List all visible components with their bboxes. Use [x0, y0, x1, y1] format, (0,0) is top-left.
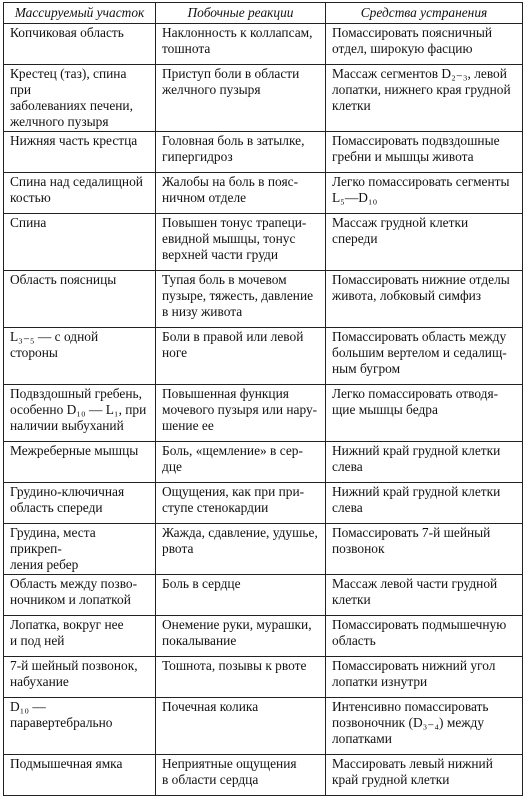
cell-side-reaction: Боли в правой или левой ноге	[156, 328, 326, 385]
table-row	[4, 755, 523, 796]
cell-massaged-area: Спина над седалищной костью	[4, 173, 156, 214]
cell-remedy: Помассировать нижний угол лопатки изнутри	[326, 657, 523, 698]
table-row	[4, 442, 523, 483]
cell-remedy: Нижний край грудной клетки слева	[326, 483, 523, 524]
cell-remedy: Помассировать поясничный отдел, широкую фасцию	[326, 24, 523, 65]
table-row	[4, 132, 523, 173]
cell-side-reaction: Жажда, сдавление, удушье, рвота	[156, 524, 326, 575]
cell-massaged-area: Спина	[4, 214, 156, 271]
cell-side-reaction: Почечная колика	[156, 698, 326, 755]
cell-massaged-area: Область поясницы	[4, 271, 156, 328]
cell-side-reaction: Ощущения, как при при- ступе стенокардии	[156, 483, 326, 524]
cell-massaged-area: L₃₋₅ — с одной стороны	[4, 328, 156, 385]
cell-massaged-area: Подвздошный гребень, особенно D₁₀ — L₁, при наличии выбуханий	[4, 385, 156, 442]
table-row	[4, 65, 523, 132]
cell-remedy: Легко помассировать отводя- щие мышцы бедра	[326, 385, 523, 442]
cell-remedy: Помассировать 7-й шейный позвонок	[326, 524, 523, 575]
cell-side-reaction: Онемение руки, мурашки, покалывание	[156, 616, 326, 657]
table-row	[4, 271, 523, 328]
header-massaged-area: Массируемый участок	[4, 3, 156, 24]
cell-remedy: Массировать левый нижний край грудной клетки	[326, 755, 523, 796]
cell-remedy: Помассировать нижние отделы живота, лобковый симфиз	[326, 271, 523, 328]
cell-side-reaction: Боль в сердце	[156, 575, 326, 616]
cell-side-reaction: Неприятные ощущения в области сердца	[156, 755, 326, 796]
table-row	[4, 657, 523, 698]
cell-massaged-area: Нижняя часть крестца	[4, 132, 156, 173]
cell-massaged-area: 7-й шейный позвонок, набухание	[4, 657, 156, 698]
cell-side-reaction: Головная боль в затылке, гипергидроз	[156, 132, 326, 173]
side-effects-table	[3, 2, 523, 796]
cell-side-reaction: Тупая боль в мочевом пузыре, тяжесть, давление в низу живота	[156, 271, 326, 328]
cell-massaged-area: Грудино-ключичная область спереди	[4, 483, 156, 524]
table-row	[4, 214, 523, 271]
table-row	[4, 173, 523, 214]
cell-side-reaction: Повышенная функция мочевого пузыря или нару- шение ее	[156, 385, 326, 442]
cell-massaged-area: Межреберные мышцы	[4, 442, 156, 483]
table-row	[4, 483, 523, 524]
cell-remedy: Массаж левой части грудной клетки	[326, 575, 523, 616]
cell-side-reaction: Наклонность к коллапсам, тошнота	[156, 24, 326, 65]
cell-remedy: Помассировать подвздошные гребни и мышцы живота	[326, 132, 523, 173]
table-row	[4, 328, 523, 385]
header-side-reactions: Побочные реакции	[156, 3, 326, 24]
cell-side-reaction: Жалобы на боль в пояс- ничном отделе	[156, 173, 326, 214]
table-row	[4, 385, 523, 442]
table-row	[4, 616, 523, 657]
cell-side-reaction: Повышен тонус трапеци- евидной мышцы, тонус верхней части груди	[156, 214, 326, 271]
table-row	[4, 575, 523, 616]
cell-remedy: Интенсивно помассировать позвоночник (D₃₋₄) между лопатками	[326, 698, 523, 755]
cell-remedy: Помассировать подмышечную область	[326, 616, 523, 657]
cell-massaged-area: Крестец (таз), спина при заболеваниях печени, желчного пузыря	[4, 65, 156, 132]
table-row	[4, 24, 523, 65]
cell-massaged-area: Область между позво- ночником и лопаткой	[4, 575, 156, 616]
cell-massaged-area: Лопатка, вокруг нее и под ней	[4, 616, 156, 657]
cell-massaged-area: Подмышечная ямка	[4, 755, 156, 796]
cell-massaged-area: D₁₀ — паравертебрально	[4, 698, 156, 755]
table-row	[4, 524, 523, 575]
table-header-row	[4, 3, 523, 24]
cell-remedy: Нижний край грудной клетки слева	[326, 442, 523, 483]
header-remedies: Средства устранения	[326, 3, 523, 24]
cell-remedy: Массаж грудной клетки спереди	[326, 214, 523, 271]
cell-side-reaction: Тошнота, позывы к рвоте	[156, 657, 326, 698]
cell-remedy: Легко помассировать сегменты L₅—D₁₀	[326, 173, 523, 214]
cell-massaged-area: Грудина, места прикреп- ления ребер	[4, 524, 156, 575]
table-row	[4, 698, 523, 755]
cell-remedy: Массаж сегментов D₂₋₃, левой лопатки, нижнего края грудной клетки	[326, 65, 523, 132]
cell-side-reaction: Приступ боли в области желчного пузыря	[156, 65, 326, 132]
cell-massaged-area: Копчиковая область	[4, 24, 156, 65]
cell-remedy: Помассировать область между большим вертелом и седалищ- ным бугром	[326, 328, 523, 385]
cell-side-reaction: Боль, «щемление» в сер- дце	[156, 442, 326, 483]
